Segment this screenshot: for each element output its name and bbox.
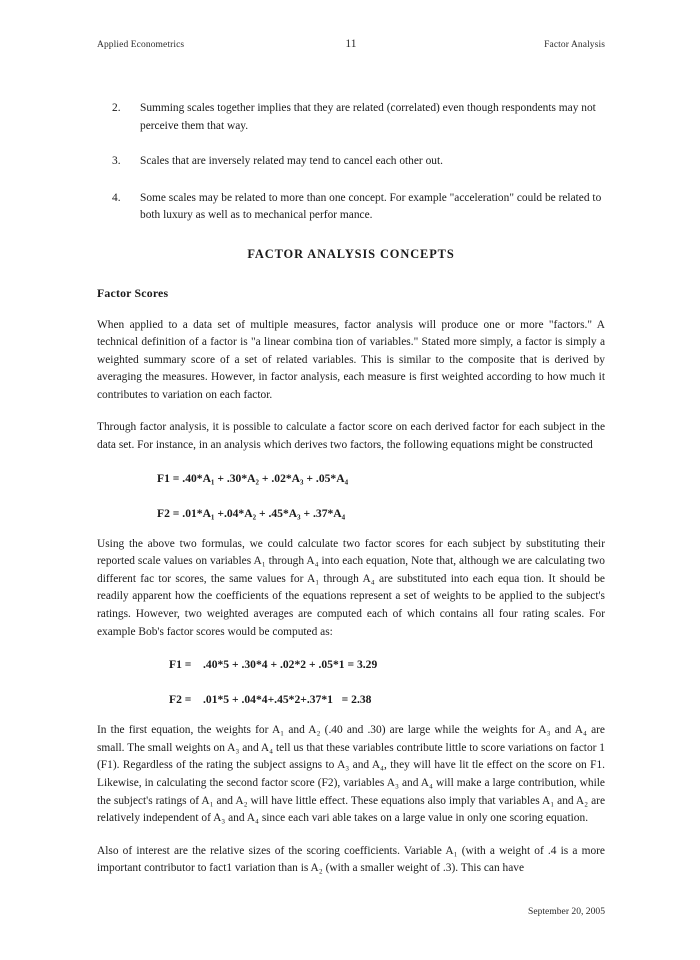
equation-block-definition bbox=[97, 470, 605, 522]
equation-f2-example-body: .01*5 + .04*4+.45*2+.37*1 = 2.38 bbox=[194, 693, 372, 707]
list-item-text: Some scales may be related to more than one concept. For example "acceleration" could be related to both luxury as well as to mechanical perfor mance. bbox=[140, 191, 602, 221]
equation-f2-definition-text: F2 = bbox=[157, 506, 183, 520]
list-item bbox=[97, 100, 605, 135]
document-body bbox=[97, 100, 605, 878]
list-item bbox=[97, 190, 605, 225]
list-item bbox=[97, 153, 605, 171]
list-item-marker: 2. bbox=[112, 102, 121, 114]
equation-block-example bbox=[97, 656, 605, 708]
equation-f1-definition bbox=[97, 470, 605, 487]
equation-f1-example-body: .40*5 + .30*4 + .02*2 + .05*1 = 3.29 bbox=[194, 658, 378, 672]
equation-f2-example-label: F2 = bbox=[169, 693, 195, 707]
paragraph-substitution: Using the above two formulas, we could calculate two factor scores for each subject by substituting their reported scale values on variables A₁ through A₄ into each equation, Note that, although we are calculating two different fac tor scores, the same values for A₁ through A₄ are substituted into each equa tion. It should be readily apparent how the coefficients of the equations represent a set of weights to be applied to the subject's ratings. However, two weighted averages are computed each of which contains all four rating scales. For example Bob's factor scores would be computed as: bbox=[97, 537, 605, 638]
list-item-text: Scales that are inversely related may tend to cancel each other out. bbox=[140, 155, 443, 167]
running-head-left: Applied Econometrics bbox=[97, 40, 185, 50]
paragraph-factor-definition: When applied to a data set of multiple measures, factor analysis will produce one or more "factors." A technical definition of a factor is "a linear combina tion of variables." Stated more simply, a factor is simply a weighted summary score of a set of related variables. This is similar to the composite that is derived by averaging the measures. However, in factor analysis, each measure is first weighted according to how much it contributes to variation on each factor. bbox=[97, 318, 605, 401]
list-item-marker: 3. bbox=[112, 155, 121, 167]
equation-f2-example bbox=[97, 691, 605, 708]
paragraph-weights-discussion: In the first equation, the weights for A₁ and A₂ (.40 and .30) are large while the weights for A₃ and A₄ are small. The small weights on A₃ and A₄ tell us that these variables contribute little to score variations on factor 1 (F1). Regardless of the rating the subject assigns to A₃ and A₄, they will have lit tle effect on the score on F1. Likewise, in calculating the second factor score (F2), variables A₃ and A₄ will make a large contribution, while the subject's ratings of A₁ and A₂ will have little effect. These equations also imply that variables A₁ and A₂ are relatively independent of A₃ and A₄ since each vari able takes on a large value in only one scoring equation. bbox=[97, 724, 605, 825]
subsection-heading: Factor Scores bbox=[97, 285, 169, 300]
equation-f1-example bbox=[97, 656, 605, 673]
running-head bbox=[97, 40, 605, 54]
footer-date: September 20, 2005 bbox=[527, 906, 605, 917]
numbered-list bbox=[97, 100, 605, 225]
equation-f1-definition-text: F1 = bbox=[157, 471, 183, 485]
paragraph-factor-score-intro: Through factor analysis, it is possible to calculate a factor score on each derived factor for each subject in the data set. For instance, in an analysis which derives two factors, the following equations might be constructed bbox=[97, 421, 605, 452]
page-number: 11 bbox=[345, 38, 357, 50]
equation-f1-definition-body: .40*A₁ + .30*A₂ + .02*A₃ + .05*A₄ bbox=[182, 471, 349, 485]
list-item-marker: 4. bbox=[112, 191, 121, 204]
equation-f2-definition bbox=[97, 505, 605, 522]
equation-f1-example-label: F1 = bbox=[169, 658, 195, 672]
equation-f2-definition-body: .01*A₁ +.04*A₂ + .45*A₃ + .37*A₄ bbox=[182, 506, 346, 520]
paragraph-coefficient-sizes: Also of interest are the relative sizes of the scoring coefficients. Variable A₁ (with a weight of .4 is a more important contributor to fact1 variation than is A₂ (with a smaller weight of .3). This can have bbox=[97, 844, 605, 875]
running-head-right: Factor Analysis bbox=[544, 40, 605, 50]
list-item-text: Summing scales together implies that they are related (correlated) even though respondents may not perceive them that way. bbox=[140, 102, 596, 132]
section-title: FACTOR ANALYSIS CONCEPTS bbox=[247, 246, 455, 261]
